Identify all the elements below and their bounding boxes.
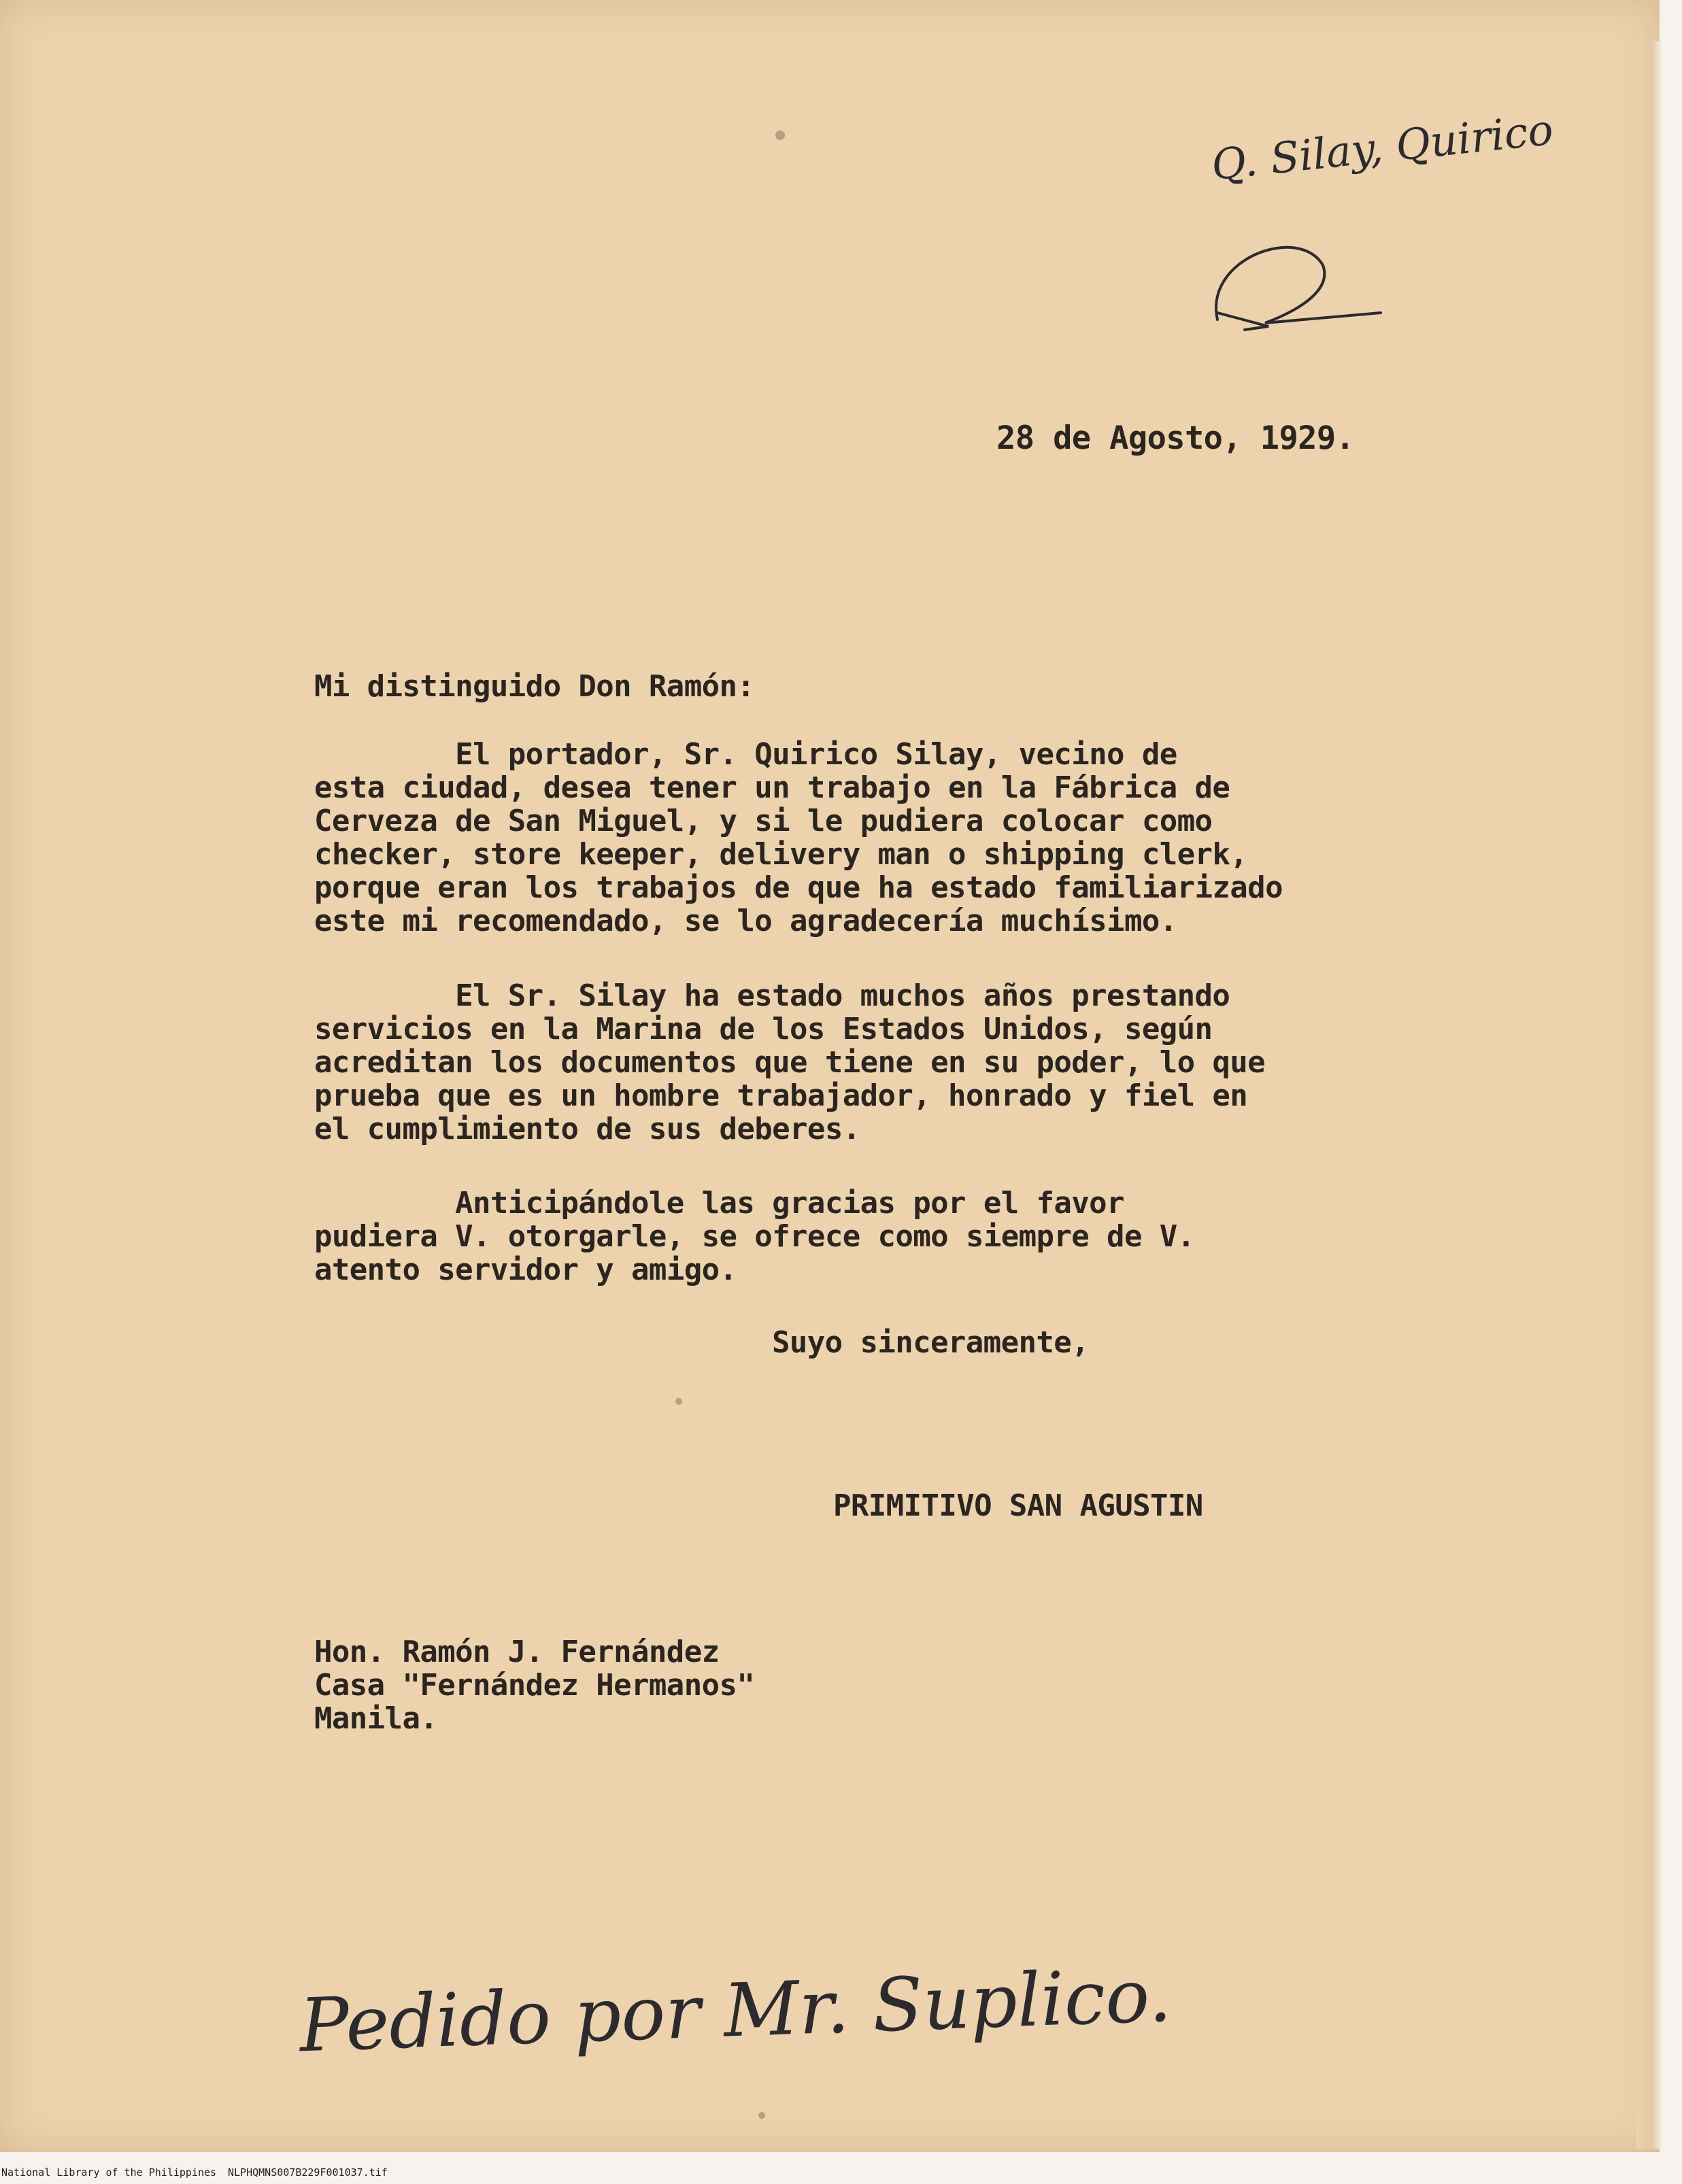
paragraph-line: acreditan los documentos que tiene en su poder, lo que [314,1045,1266,1080]
paragraph-line: este mi recomendado, se lo agradecería muchísimo. [314,904,1177,938]
handwritten-bottom-note: Pedido por Mr. Suplico. [298,1953,1173,2069]
paragraph-line: servicios en la Marina de los Estados Unidos, según [314,1012,1213,1046]
paragraph-line: esta ciudad, desea tener un trabajo en la Fábrica de [314,770,1230,805]
paragraph-line: El Sr. Silay ha estado muchos años prestando [314,978,1230,1013]
footer-file-id: NLPHQMNS007B229F001037.tif [228,2166,388,2179]
handwritten-top-note: Q. Silay, Quirico [1209,104,1556,190]
letter-signatory: PRIMITIVO SAN AGUSTIN [833,1488,1203,1523]
paper-blemish [758,2112,765,2119]
letter-date: 28 de Agosto, 1929. [996,420,1355,457]
paper-edge [1636,41,1663,2149]
addressee-line: Casa "Fernández Hermanos" [314,1668,755,1703]
footer-institution: National Library of the Philippines [1,2166,217,2179]
paragraph-line: el cumplimiento de sus deberes. [314,1112,860,1146]
letter-salutation: Mi distinguido Don Ramón: [314,669,755,704]
addressee-line: Manila. [314,1701,438,1736]
paper-blemish [675,1398,682,1405]
paragraph-line: Anticipándole las gracias por el favor [314,1186,1124,1221]
addressee-line: Hon. Ramón J. Fernández [314,1635,720,1669]
letter-closing: Suyo sinceramente, [772,1325,1090,1360]
paragraph-line: checker, store keeper, delivery man o shipping clerk, [314,837,1248,872]
paragraph-line: porque eran los trabajos de que ha estado familiarizado [314,870,1283,905]
paragraph-line: pudiera V. otorgarle, se ofrece como siempre de V. [314,1219,1195,1254]
scan-footer [0,2161,1682,2184]
paragraph-line: prueba que es un hombre trabajador, honrado y fiel en [314,1078,1248,1113]
handwritten-mark-icon [1204,218,1387,340]
paragraph-line: atento servidor y amigo. [314,1252,737,1287]
paragraph-line: Cerveza de San Miguel, y si le pudiera colocar como [314,804,1213,838]
paragraph-line: El portador, Sr. Quirico Silay, vecino de [314,737,1177,772]
paper-blemish [775,131,785,140]
